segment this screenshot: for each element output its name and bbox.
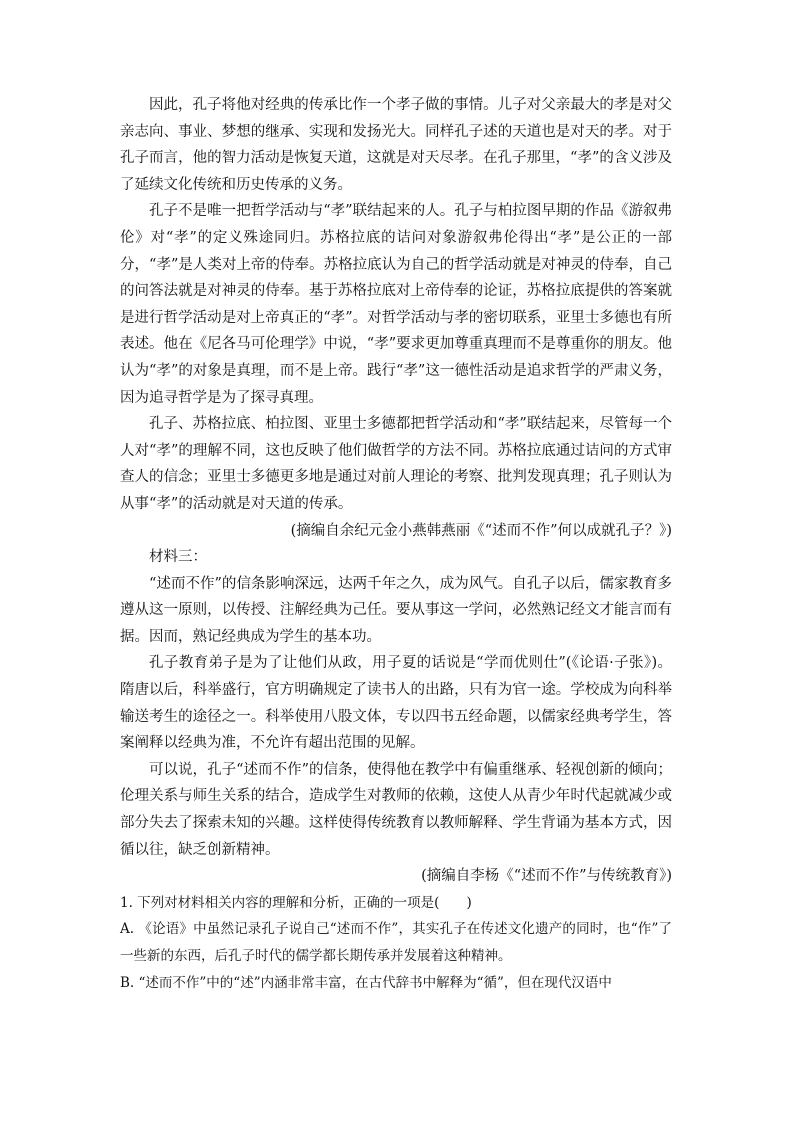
material3-paragraph-1: “述而不作”的信条影响深远，达两千年之久，成为风气。自孔子以后，儒家教育多遵从这一原则，以传授、注解经典为己任。要从事这一学问，必然熟记经文才能言而有据。因而，熟记经典成为学生的基本功。	[120, 575, 672, 645]
material2-paragraph-1: 因此，孔子将他对经典的传承比作一个孝子做的事情。儿子对父亲最大的孝是对父亲志向、事业、梦想的继承、实现和发扬光大。同样孔子述的天道也是对天的孝。对于孔子而言，他的智力活动是恢复天道，这就是对天尽孝。在孔子那里，“孝”的含义涉及了延续文化传统和历史传承的义务。	[120, 97, 672, 193]
question-option-b: B. “述而不作”中的“述”内涵非常丰富，在古代辞书中解释为“循”，但在现代汉语中	[120, 974, 612, 991]
material2-source: (摘编自余纪元金小燕韩燕丽《“述而不作”何以成就孔子？》)	[290, 522, 672, 539]
material3-paragraph-2: 孔子教育弟子是为了让他们从政，用子夏的话说是“学而优则仕”(《论语·子张》)。隋唐以后，科举盛行，官方明确规定了读书人的出路，只有为官一途。学校成为向科举输送考生的途径之一。科举使用八股文体，专以四书五经命题，以儒家经典考学生，答案阐释以经典为准，不允许有超出范围的见解。	[120, 655, 672, 752]
material3-source: (摘编自李杨《“述而不作”与传统教育》)	[421, 868, 672, 885]
document-page	[120, 92, 672, 996]
material3-label: 材料三：	[149, 549, 207, 566]
material2-paragraph-3: 孔子、苏格拉底、柏拉图、亚里士多德都把哲学活动和“孝”联结起来，尽管每一个人对“孝”的理解不同，这也反映了他们做哲学的方法不同。苏格拉底通过诘问的方式审查人的信念；亚里士多德更多地是通过对前人理论的考察、批判发现真理；孔子则认为从事“孝”的活动就是对天道的传承。	[120, 416, 672, 512]
question-option-a: A. 《论语》中虽然记录孔子说自己“述而不作”，其实孔子在传述文化遗产的同时，也“作”了一些新的东西，后孔子时代的儒学都长期传承并发展着这种精神。	[120, 921, 672, 964]
material2-paragraph-2: 孔子不是唯一把哲学活动与“孝”联结起来的人。孔子与柏拉图早期的作品《游叙弗伦》对“孝”的定义殊途同归。苏格拉底的诘问对象游叙弗伦得出“孝”是公正的一部分，“孝”是人类对上帝的侍奉。苏格拉底认为自己的哲学活动就是对神灵的侍奉，自己的问答法就是对神灵的侍奉。基于苏格拉底对上帝侍奉的论证，苏格拉底提供的答案就是进行哲学活动是对上帝真正的“孝”。对哲学活动与孝的密切联系，亚里士多德也有所表述。他在《尼各马可伦理学》中说，“孝”要求更加尊重真理而不是尊重你的朋友。他认为“孝”的对象是真理，而不是上帝。践行“孝”这一德性活动是追求哲学的严肃义务，因为追寻哲学是为了探寻真理。	[120, 203, 672, 406]
material3-paragraph-3: 可以说，孔子“述而不作”的信条，使得他在教学中有偏重继承、轻视创新的倾向；伦理关系与师生关系的结合，造成学生对教师的依赖，这使人从青少年时代起就减少或部分失去了探索未知的兴趣。这样使得传统教育以教师解释、学生背诵为基本方式，因循以往，缺乏创新精神。	[120, 761, 672, 858]
question-stem: 1. 下列对材料相关内容的理解和分析，正确的一项是( )	[120, 894, 472, 911]
